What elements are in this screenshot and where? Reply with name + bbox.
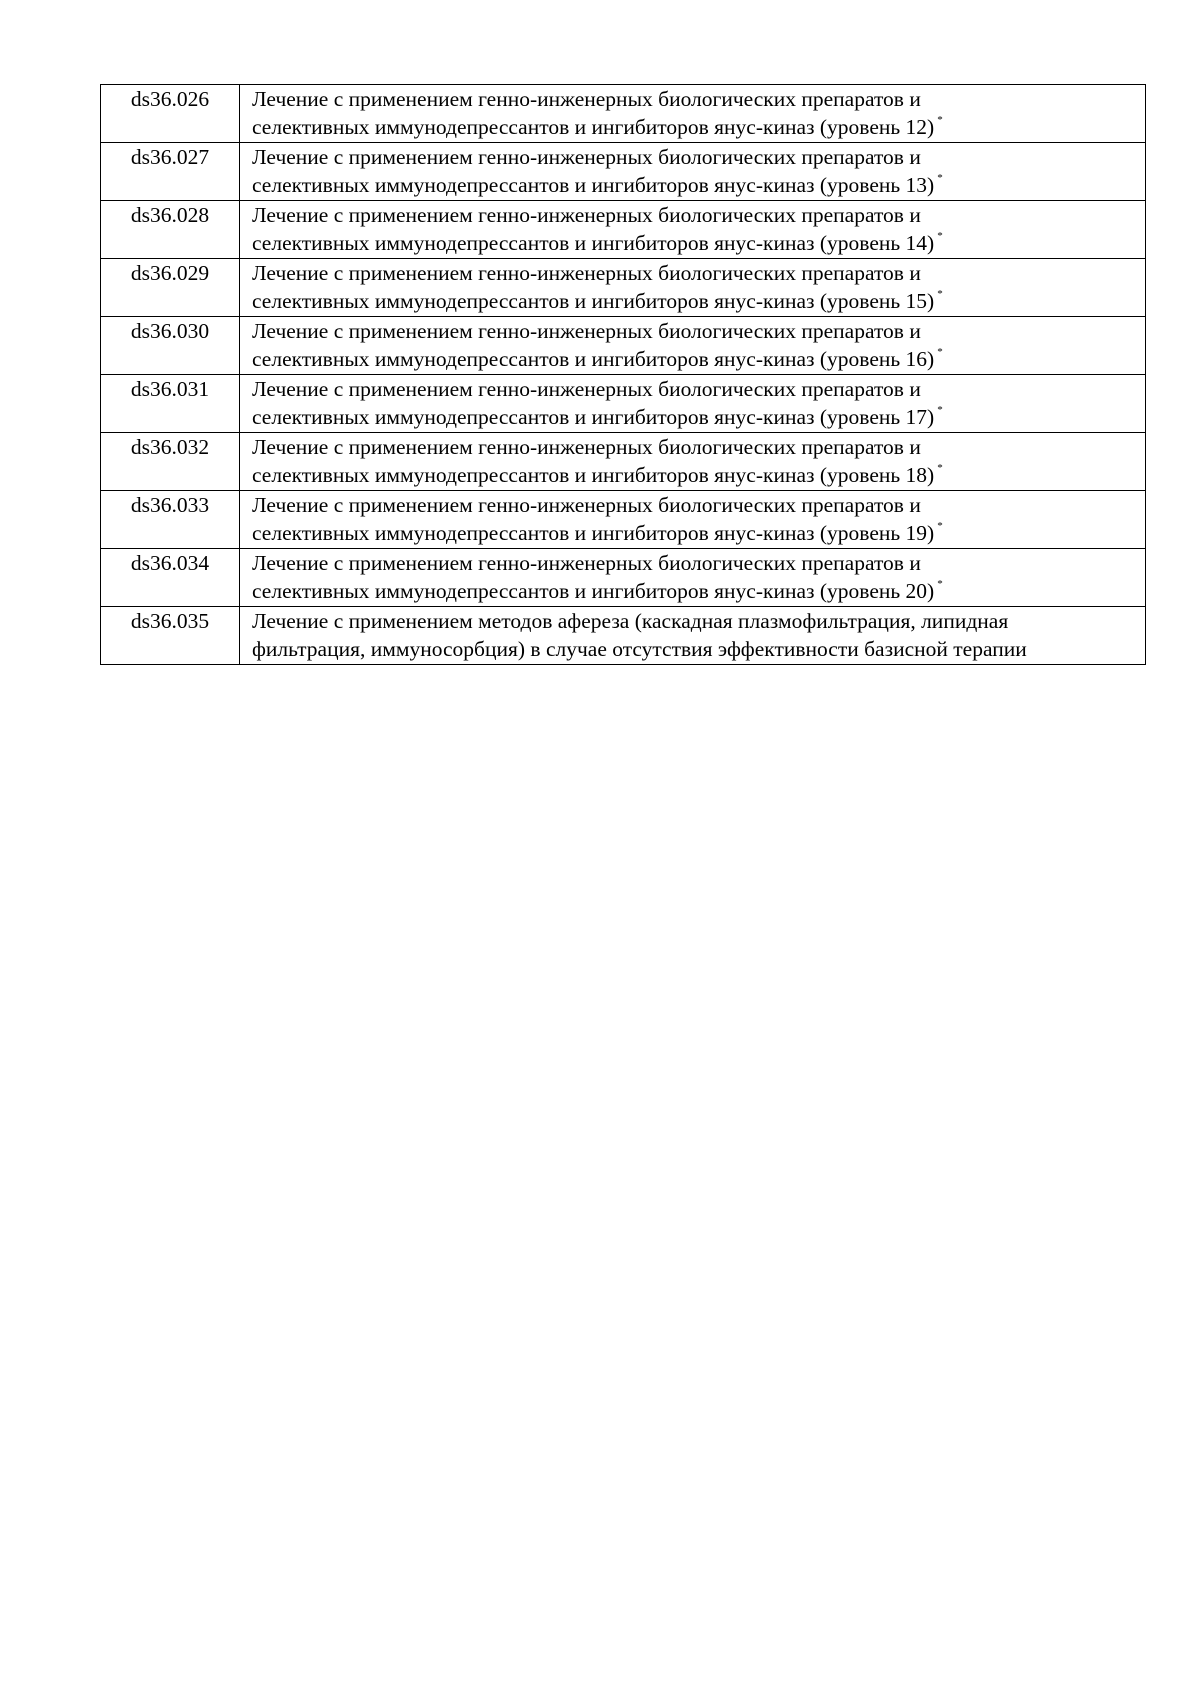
- code-cell: ds36.029: [101, 259, 240, 317]
- table-row: [101, 375, 1146, 433]
- description-line: [252, 171, 1141, 199]
- description-line: [252, 345, 1141, 373]
- description-cell: [240, 317, 1146, 375]
- code-cell: ds36.026: [101, 85, 240, 143]
- footnote-marker: *: [937, 287, 943, 300]
- description-cell: [240, 433, 1146, 491]
- description-line: [252, 461, 1141, 489]
- description-cell: [240, 607, 1146, 665]
- description-line-text: селективных иммунодепрессантов и ингибиторов янус-киназ (уровень 19): [252, 521, 935, 545]
- description-cell: [240, 201, 1146, 259]
- code-cell: ds36.032: [101, 433, 240, 491]
- footnote-marker: *: [937, 577, 943, 590]
- description-cell: [240, 143, 1146, 201]
- description-cell: [240, 491, 1146, 549]
- table-row: [101, 491, 1146, 549]
- description-line: Лечение с применением генно-инженерных биологических препаратов и: [252, 319, 921, 343]
- description-cell: [240, 375, 1146, 433]
- table-row: [101, 607, 1146, 665]
- description-line: [252, 577, 1141, 605]
- code-cell: ds36.030: [101, 317, 240, 375]
- table-row: [101, 259, 1146, 317]
- treatment-codes-table: [100, 84, 1146, 665]
- description-line: [252, 519, 1141, 547]
- description-line-text: селективных иммунодепрессантов и ингибиторов янус-киназ (уровень 18): [252, 463, 935, 487]
- table-row: [101, 85, 1146, 143]
- description-cell: [240, 549, 1146, 607]
- description-line: [252, 287, 1141, 315]
- footnote-marker: *: [937, 461, 943, 474]
- code-cell: ds36.031: [101, 375, 240, 433]
- table-row: [101, 549, 1146, 607]
- code-cell: ds36.033: [101, 491, 240, 549]
- description-line: Лечение с применением генно-инженерных биологических препаратов и: [252, 551, 921, 575]
- code-cell: ds36.035: [101, 607, 240, 665]
- description-line: Лечение с применением генно-инженерных биологических препаратов и: [252, 435, 921, 459]
- description-line: [252, 403, 1141, 431]
- footnote-marker: *: [937, 229, 943, 242]
- footnote-marker: *: [937, 345, 943, 358]
- description-line: Лечение с применением генно-инженерных биологических препаратов и: [252, 377, 921, 401]
- code-cell: ds36.027: [101, 143, 240, 201]
- description-line: Лечение с применением генно-инженерных биологических препаратов и: [252, 261, 921, 285]
- footnote-marker: *: [937, 519, 943, 532]
- description-line: [252, 113, 1141, 141]
- description-line: Лечение с применением методов афереза (каскадная плазмофильтрация, липидная: [252, 609, 1009, 633]
- description-cell: [240, 85, 1146, 143]
- description-line: Лечение с применением генно-инженерных биологических препаратов и: [252, 493, 921, 517]
- description-line: [252, 229, 1141, 257]
- description-line-text: селективных иммунодепрессантов и ингибиторов янус-киназ (уровень 20): [252, 579, 935, 603]
- description-line-text: селективных иммунодепрессантов и ингибиторов янус-киназ (уровень 13): [252, 173, 935, 197]
- description-line: Лечение с применением генно-инженерных биологических препаратов и: [252, 87, 921, 111]
- description-line-text: селективных иммунодепрессантов и ингибиторов янус-киназ (уровень 14): [252, 231, 935, 255]
- table-row: [101, 201, 1146, 259]
- code-cell: ds36.028: [101, 201, 240, 259]
- table-row: [101, 143, 1146, 201]
- description-cell: [240, 259, 1146, 317]
- footnote-marker: *: [937, 171, 943, 184]
- description-line: Лечение с применением генно-инженерных биологических препаратов и: [252, 145, 921, 169]
- footnote-marker: *: [937, 113, 943, 126]
- description-line: [252, 635, 1141, 663]
- description-line-text: селективных иммунодепрессантов и ингибиторов янус-киназ (уровень 16): [252, 347, 935, 371]
- table-row: [101, 433, 1146, 491]
- description-line-text: селективных иммунодепрессантов и ингибиторов янус-киназ (уровень 12): [252, 115, 935, 139]
- description-line-text: селективных иммунодепрессантов и ингибиторов янус-киназ (уровень 15): [252, 289, 935, 313]
- table-row: [101, 317, 1146, 375]
- footnote-marker: *: [937, 403, 943, 416]
- description-line-text: селективных иммунодепрессантов и ингибиторов янус-киназ (уровень 17): [252, 405, 935, 429]
- description-line-text: фильтрация, иммуносорбция) в случае отсутствия эффективности базисной терапии: [252, 637, 1027, 661]
- code-cell: ds36.034: [101, 549, 240, 607]
- description-line: Лечение с применением генно-инженерных биологических препаратов и: [252, 203, 921, 227]
